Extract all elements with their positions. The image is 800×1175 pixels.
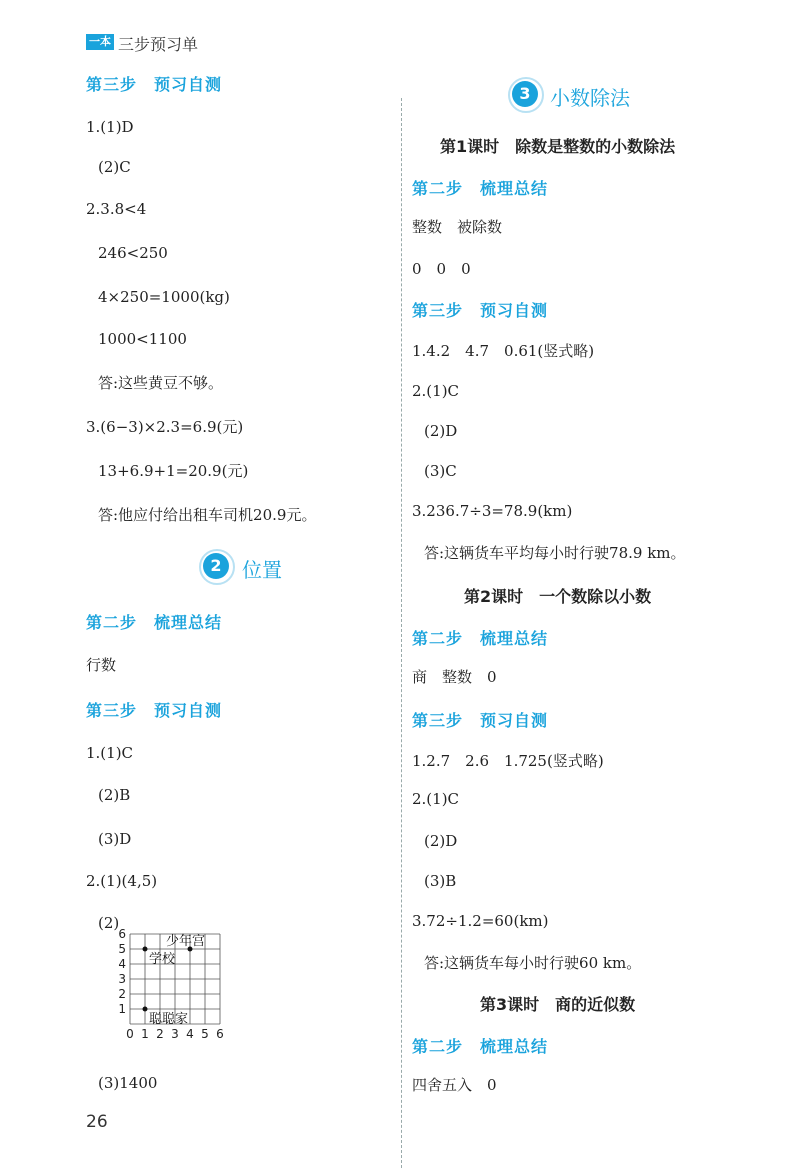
answer-line: (2) xyxy=(98,914,120,932)
lesson-title: 第2课时 一个数除以小数 xyxy=(464,587,652,606)
answer-line: 3.72÷1.2=60(km) xyxy=(412,912,549,930)
lesson-title: 第3课时 商的近似数 xyxy=(480,995,636,1014)
x-tick-label: 5 xyxy=(201,1027,209,1041)
section-number-badge: 2 xyxy=(203,553,229,579)
step2-heading: 第二步 梳理总结 xyxy=(412,629,549,648)
x-tick-label: 1 xyxy=(141,1027,149,1041)
answer-line: 1.4.2 4.7 0.61(竖式略) xyxy=(412,342,595,360)
answer-line: 1.2.7 2.6 1.725(竖式略) xyxy=(412,752,604,770)
answer-line: 2.(1)(4,5) xyxy=(86,872,158,890)
x-tick-label: 4 xyxy=(186,1027,194,1041)
answer-line: 1.(1)C xyxy=(86,744,134,762)
y-tick-label: 4 xyxy=(118,957,126,971)
answer-line: 2.3.8<4 xyxy=(86,200,147,218)
answer-line: (3)C xyxy=(424,462,457,480)
column-divider xyxy=(401,98,402,1168)
answer-line: (3)D xyxy=(98,830,132,848)
y-tick-label: 5 xyxy=(118,942,126,956)
book-title: 三步预习单 xyxy=(118,35,199,54)
x-tick-label: 2 xyxy=(156,1027,164,1041)
y-tick-label: 6 xyxy=(118,927,126,941)
answer-line: (3)1400 xyxy=(98,1074,158,1092)
summary-text: 行数 xyxy=(86,656,117,674)
x-tick-label: 3 xyxy=(171,1027,179,1041)
brand-logo: 一本 xyxy=(86,34,114,50)
y-tick-label: 3 xyxy=(118,972,126,986)
answer-line: 2.(1)C xyxy=(412,790,460,808)
answer-line: 答:这辆货车每小时行驶60 km。 xyxy=(424,954,642,972)
grid-point xyxy=(143,1007,148,1012)
section-number-badge: 3 xyxy=(512,81,538,107)
summary-text: 商 整数 0 xyxy=(412,668,497,686)
answer-line: 1000<1100 xyxy=(98,330,187,348)
grid-point-label: 学校 xyxy=(149,952,176,967)
answer-line: 1.(1)D xyxy=(86,118,134,136)
answer-line: (2)D xyxy=(424,832,458,850)
x-tick-label: 6 xyxy=(216,1027,224,1041)
step2-heading: 第二步 梳理总结 xyxy=(86,613,223,632)
page-number: 26 xyxy=(86,1112,108,1132)
y-tick-label: 1 xyxy=(118,1002,126,1016)
lesson-title: 第1课时 除数是整数的小数除法 xyxy=(440,137,676,156)
coordinate-grid xyxy=(110,914,250,1054)
grid-point-label: 少年宫 xyxy=(166,934,206,949)
answer-line: (2)B xyxy=(98,786,131,804)
x-tick-label: 0 xyxy=(126,1027,134,1041)
section-title: 位置 xyxy=(242,558,282,582)
step3-heading: 第三步 预习自测 xyxy=(412,301,549,320)
answer-line: (2)D xyxy=(424,422,458,440)
answer-line: 246<250 xyxy=(98,244,168,262)
summary-text: 四舍五入 0 xyxy=(412,1076,497,1094)
section-title: 小数除法 xyxy=(550,86,630,110)
step3-heading: 第三步 预习自测 xyxy=(86,75,223,94)
summary-text: 0 0 0 xyxy=(412,260,471,278)
answer-line: (2)C xyxy=(98,158,131,176)
grid-point-label: 聪聪家 xyxy=(149,1012,189,1027)
answer-line: 答:他应付给出租车司机20.9元。 xyxy=(98,506,317,524)
answer-line: 3.236.7÷3=78.9(km) xyxy=(412,502,573,520)
step3-heading: 第三步 预习自测 xyxy=(412,711,549,730)
grid-point xyxy=(143,947,148,952)
step2-heading: 第二步 梳理总结 xyxy=(412,179,549,198)
step2-heading: 第二步 梳理总结 xyxy=(412,1037,549,1056)
answer-line: 答:这辆货车平均每小时行驶78.9 km。 xyxy=(424,544,686,562)
answer-line: 2.(1)C xyxy=(412,382,460,400)
answer-line: (3)B xyxy=(424,872,457,890)
summary-text: 整数 被除数 xyxy=(412,218,503,236)
answer-line: 3.(6−3)×2.3=6.9(元) xyxy=(86,418,244,436)
step3-heading: 第三步 预习自测 xyxy=(86,701,223,720)
answer-line: 答:这些黄豆不够。 xyxy=(98,374,224,392)
y-tick-label: 2 xyxy=(118,987,126,1001)
answer-line: 4×250=1000(kg) xyxy=(98,288,230,306)
answer-line: 13+6.9+1=20.9(元) xyxy=(98,462,249,480)
